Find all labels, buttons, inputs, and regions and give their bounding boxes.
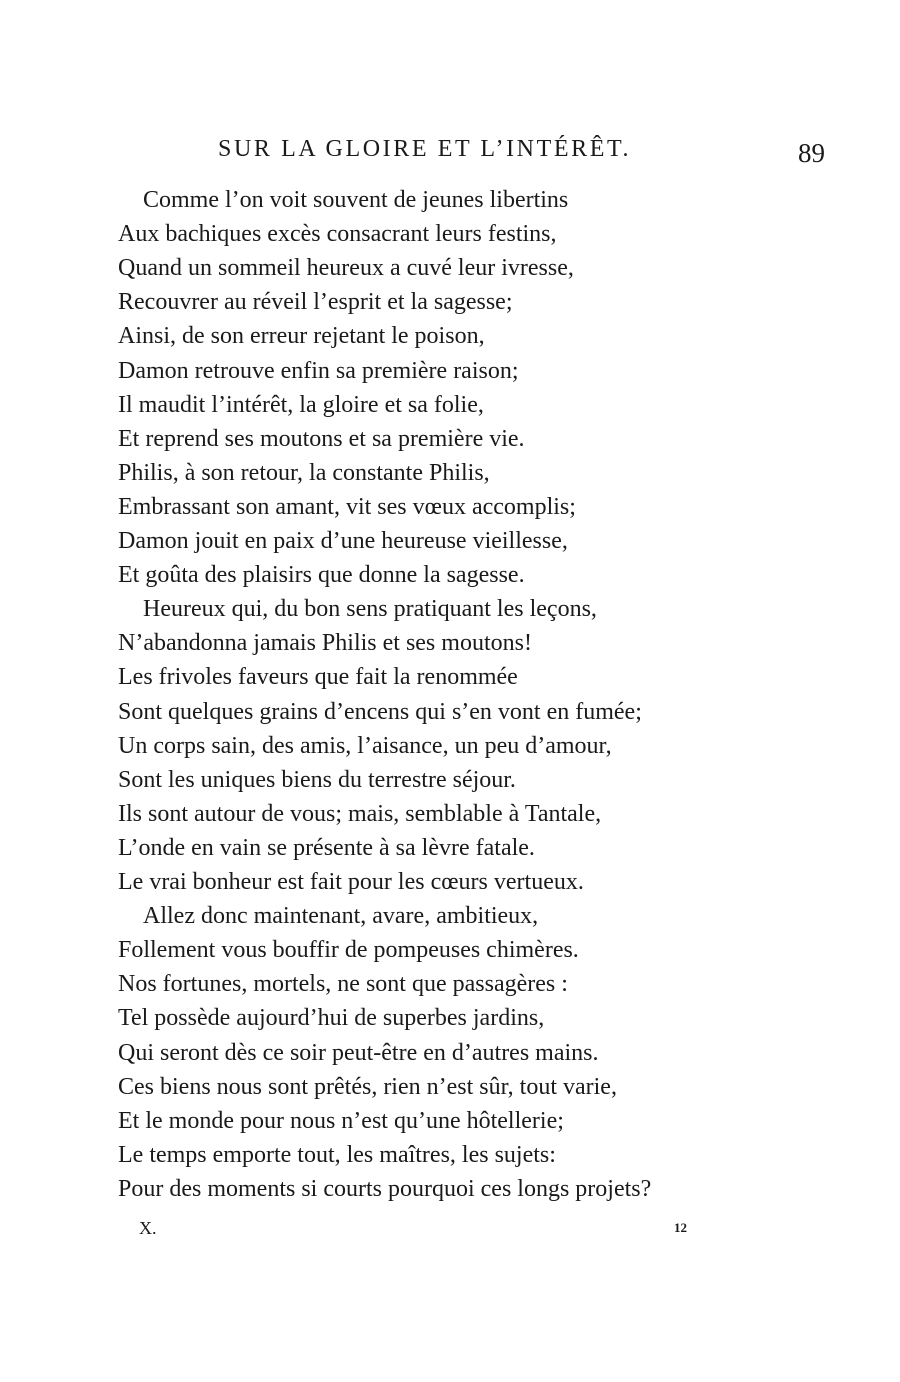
verse-line: Damon jouit en paix d’une heureuse vieillesse, [118, 528, 568, 554]
verse-line: Ainsi, de son erreur rejetant le poison, [118, 323, 485, 350]
verse-line: Aux bachiques excès consacrant leurs festins, [118, 221, 557, 248]
verse-line: Ces biens nous sont prêtés, rien n’est sûr, tout varie, [118, 1073, 617, 1100]
verse-line: Un corps sain, des amis, l’aisance, un peu d’amour, [118, 732, 612, 759]
verse-line: Damon retrouve enfin sa première raison; [118, 357, 519, 384]
signature-mark: X. [139, 1218, 157, 1238]
verse-line: Nos fortunes, mortels, ne sont que passagères : [118, 971, 568, 998]
verse-line: Philis, à son retour, la constante Philis, [118, 459, 490, 486]
verse-line: Pour des moments si courts pourquoi ces longs projets? [118, 1175, 652, 1202]
verse-line: Tel possède aujourd’hui de superbes jardins, [118, 1005, 545, 1032]
verse-line: Sont quelques grains d’encens qui s’en vont en fumée; [118, 698, 642, 725]
verse-line: Quand un sommeil heureux a cuvé leur ivresse, [118, 255, 574, 282]
verse-line: Les frivoles faveurs que fait la renommée [118, 664, 518, 691]
verse-line: Qui seront dès ce soir peut-être en d’autres mains. [118, 1039, 599, 1066]
verse-line: Heureux qui, du bon sens pratiquant les leçons, [143, 596, 597, 623]
page-number: 89 [798, 138, 825, 168]
running-title: SUR LA GLOIRE ET L’INTÉRÊT. [218, 136, 632, 162]
verse-line: Et le monde pour nous n’est qu’une hôtellerie; [118, 1107, 564, 1134]
verse-line: Le temps emporte tout, les maîtres, les sujets: [118, 1141, 556, 1168]
verse-line: Comme l’on voit souvent de jeunes libertins [143, 187, 569, 213]
verse-line: Ils sont autour de vous; mais, semblable à Tantale, [118, 800, 602, 827]
verse-line: N’abandonna jamais Philis et ses moutons! [118, 630, 532, 657]
running-head [0, 136, 900, 172]
verse-line: Recouvrer au réveil l’esprit et la sagesse; [118, 289, 513, 316]
verse-line: Allez donc maintenant, avare, ambitieux, [143, 903, 539, 930]
verse-line: Et goûta des plaisirs que donne la sagesse. [118, 562, 525, 589]
sheet-number: 12 [674, 1220, 687, 1235]
page-footer [0, 1218, 900, 1242]
verse-line: Le vrai bonheur est fait pour les cœurs vertueux. [118, 869, 584, 895]
verse-line: Sont les uniques biens du terrestre séjour. [118, 766, 516, 793]
verse-line: Et reprend ses moutons et sa première vie. [118, 425, 525, 452]
verse-line: L’onde en vain se présente à sa lèvre fatale. [118, 834, 535, 861]
verse-line: Embrassant son amant, vit ses vœux accomplis; [118, 493, 576, 520]
verse-line: Il maudit l’intérêt, la gloire et sa folie, [118, 391, 484, 418]
verse-line: Follement vous bouffir de pompeuses chimères. [118, 937, 579, 964]
